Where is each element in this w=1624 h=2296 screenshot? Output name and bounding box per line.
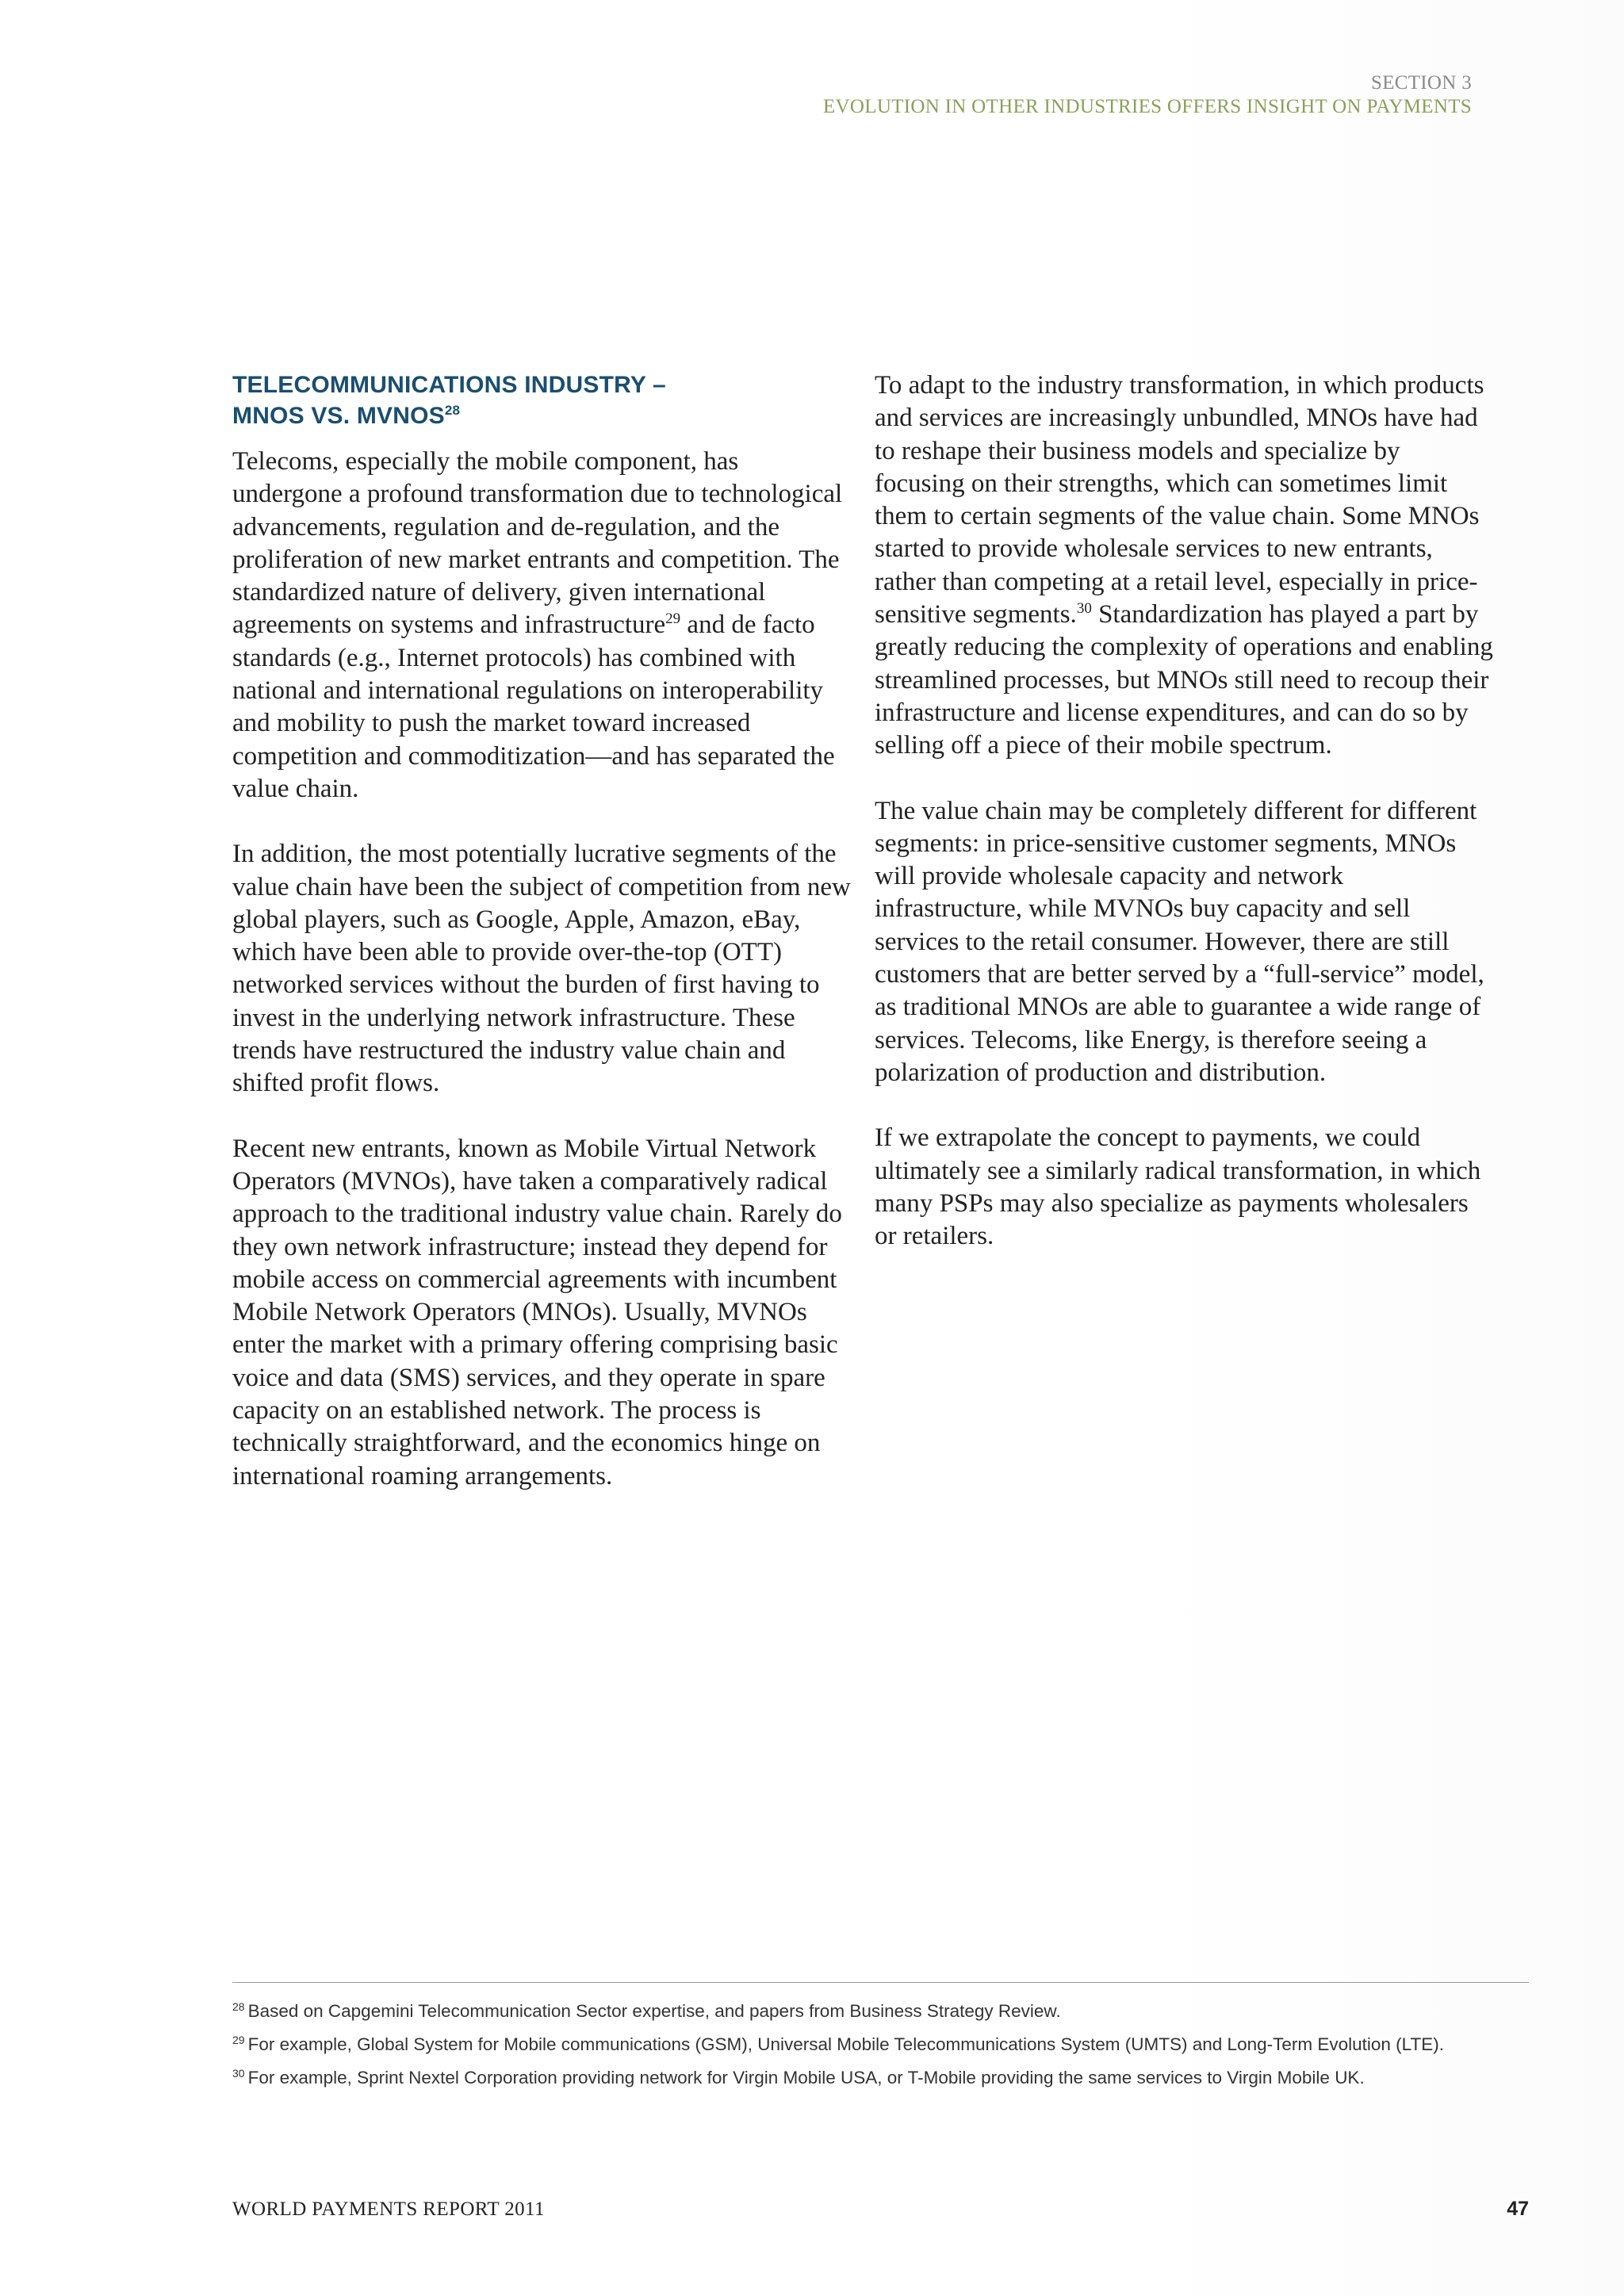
section-title: EVOLUTION IN OTHER INDUSTRIES OFFERS INSIGHT ON PAYMENTS — [822, 96, 1472, 117]
heading-footnote-ref[interactable]: 28 — [444, 403, 461, 418]
footnote-28 — [232, 1995, 1580, 2028]
left-paragraph-1 — [232, 446, 851, 806]
left-column — [232, 369, 851, 1525]
footnote-30 — [232, 2061, 1580, 2095]
heading-line-2: MNOS VS. MVNOS — [232, 403, 445, 429]
footnote-text: Based on Capgemini Telecommunication Sector expertise, and papers from Business Strategy Review. — [247, 2001, 1061, 2021]
section-header — [823, 71, 1472, 119]
footnote-divider — [232, 1982, 1529, 1983]
right-paragraph-1 — [875, 369, 1493, 763]
right-column — [875, 369, 1493, 1285]
left-paragraph-3: Recent new entrants, known as Mobile Virtual Network Operators (MVNOs), have taken a comparatively radical approach to the traditional industry value chain. Rarely do they own network infrastructure; instead they depend for mobile access on commercial agreements with incumbent Mobile Network Operators (MNOs). Usually, MVNOs enter the market with a primary offering comprising basic voice and data (SMS) services, and they operate in spare capacity on an established network. The process is technically straightforward, and the economics hinge on international roaming arrangements. — [232, 1134, 842, 1490]
footnote-number: 28 — [232, 1999, 245, 2013]
right-p1-text-a: To adapt to the industry transformation, in which products and services are increasingly unbundled, MNOs have had to reshape their business models and specialize by focusing on their strengths, which can sometimes limit them to certain segments of the value chain. Some MNOs started to provide wholesale services to new entrants, rather than competing at a retail level, especially in price-sensitive segments. — [875, 371, 1484, 629]
heading-line-1: TELECOMMUNICATIONS INDUSTRY – — [232, 372, 666, 398]
footnote-text: For example, Sprint Nextel Corporation providing network for Virgin Mobile USA, or T-Mobile providing the same services to Virgin Mobile UK. — [247, 2068, 1365, 2087]
footnote-ref-30[interactable]: 30 — [1076, 600, 1092, 618]
report-title-footer: WORLD PAYMENTS REPORT 2011 — [232, 2198, 545, 2220]
right-paragraph-2: The value chain may be completely different for different segments: in price-sensitive customer segments, MNOs will provide wholesale capacity and network infrastructure, while MVNOs buy capacity and sell services to the retail consumer. However, there are still customers that are better served by a “full-service” model, as traditional MNOs are able to guarantee a wide range of services. Telecoms, like Energy, is therefore seeing a polarization of production and distribution. — [875, 796, 1484, 1087]
right-paragraph-3: If we extrapolate the concept to payments, we could ultimately see a similarly radical transformation, in which many PSPs may also specialize as payments wholesalers or retailers. — [875, 1123, 1481, 1251]
footnote-ref-29[interactable]: 29 — [665, 610, 681, 628]
left-paragraph-2: In addition, the most potentially lucrative segments of the value chain have been the subject of competition from new global players, such as Google, Apple, Amazon, eBay, which have been able to provide over-the-top (OTT) networked services without the burden of first having to invest in the underlying network infrastructure. These trends have restructured the industry value chain and shifted profit flows. — [232, 840, 851, 1098]
footnote-number: 30 — [232, 2066, 245, 2080]
page-number: 47 — [1507, 2198, 1529, 2220]
left-p1-text-b: and de facto standards (e.g., Internet protocols) has combined with national and international regulations on interoperability and mobility to push the market toward increased competition and commoditization—and has separated the value chain. — [232, 610, 835, 803]
left-p1-text-a: Telecoms, especially the mobile component, has undergone a profound transformation due to technological advancements, regulation and de-regulation, and the proliferation of new market entrants and competition. The standardized nature of delivery, given international agreements on systems and infrastructure — [232, 447, 843, 640]
article-heading — [232, 369, 851, 431]
footnote-text: For example, Global System for Mobile communications (GSM), Universal Mobile Telecommunications System (UMTS) and Long-Term Evolution (LTE). — [247, 2034, 1445, 2054]
footnote-number: 29 — [232, 2033, 245, 2046]
section-number: SECTION 3 — [1370, 72, 1472, 94]
footnotes — [232, 1995, 1580, 2095]
footnote-29 — [232, 2028, 1580, 2061]
right-p1-text-b: Standardization has played a part by greatly reducing the complexity of operations and enabling streamlined processes, but MNOs still need to recoup their infrastructure and license expenditures, and can do so by selling off a piece of their mobile spectrum. — [875, 600, 1493, 760]
